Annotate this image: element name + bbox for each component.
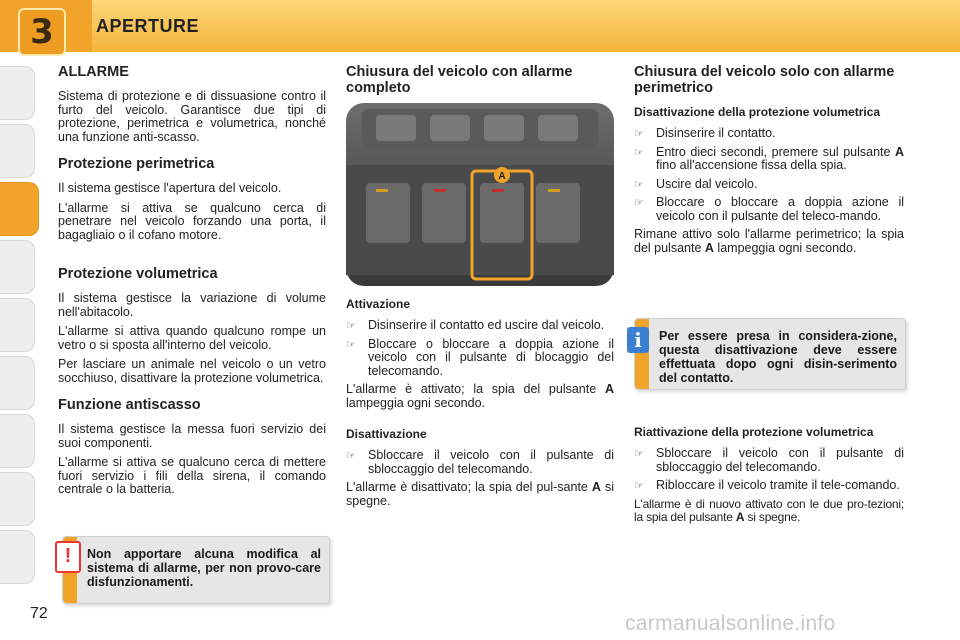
column-right (634, 64, 904, 261)
finger-pointer-icon: ☞ (634, 479, 644, 492)
antiscasso-p2: L'allarme si attiva se qualcuno cerca di mettere fuori servizio i fili della sirena, il comando centrale o la batteria. (58, 455, 326, 496)
chapter-title: APERTURE (96, 16, 200, 36)
column-middle (346, 64, 614, 106)
subsection-attivazione: Attivazione (346, 297, 411, 311)
photo-top-button-4 (538, 115, 578, 141)
section-title-chiusura-perimetrico: Chiusura del veicolo solo con allarme perimetrico (634, 64, 895, 96)
photo-top-button-3 (484, 115, 524, 141)
photo-led-4 (548, 189, 560, 192)
section-title-perimetrica: Protezione perimetrica (58, 156, 215, 172)
photo-callout-label: A (498, 171, 506, 182)
column-left (58, 64, 326, 503)
antiscasso-p1: Il sistema gestisce la messa fuori servizio dei suoi componenti. (58, 422, 326, 450)
list-item: ☞ Disinserire il contatto ed uscire dal veicolo. (346, 318, 605, 332)
finger-pointer-icon: ☞ (634, 177, 644, 191)
list-item: ☞ Bloccare o bloccare a doppia azione il veicolo con il pulsante di blocaggio del telecomando. (346, 336, 614, 378)
riattivazione-status: L'allarme è di nuovo attivato con le due pro-tezioni; la spia del pulsante A si spegne. (634, 496, 904, 524)
exclamation-icon: ! (55, 541, 81, 573)
finger-pointer-icon: ☞ (346, 337, 356, 351)
finger-pointer-icon: ☞ (346, 449, 356, 462)
finger-pointer-icon: ☞ (634, 145, 644, 159)
allarme-intro: Sistema di protezione e di dissuasione contro il furto del veicolo. Garantisce due tipi di protezione, perimetrica e volumetrica, nonché una funzione anti-scasso. (58, 89, 326, 144)
finger-pointer-icon: ☞ (634, 447, 644, 460)
section-title-chiusura-completo: Chiusura del veicolo con allarme completo (346, 64, 573, 96)
list-item: ☞ Ribloccare il veicolo tramite il tele-comando. (634, 478, 900, 492)
photo-led-1 (376, 189, 388, 192)
chapter-tab-6[interactable] (0, 356, 35, 410)
section-title-volumetrica: Protezione volumetrica (58, 266, 218, 282)
finger-pointer-icon: ☞ (346, 319, 356, 332)
chapter-tab-3-active[interactable] (0, 182, 39, 236)
photo-led-a (492, 189, 504, 192)
perimetrico-status: Rimane attivo solo l'allarme perimetrico; la spia del pulsante A lampeggia ogni secondo. (634, 227, 904, 255)
perimetrica-p1: Il sistema gestisce l'apertura del veicolo. (58, 181, 282, 195)
list-item: ☞ Disinserire il contatto. (634, 126, 776, 140)
list-item: ☞ Entro dieci secondi, premere sul pulsante A fino all'accensione fissa della spia. (634, 144, 904, 172)
chapter-tabs-strip (0, 52, 40, 640)
attivazione-status: L'allarme è attivato; la spia del pulsante A lampeggia ogni secondo. (346, 382, 614, 410)
info-note-text: Per essere presa in considera-zione, questa disattivazione deve essere effettuata dopo ogni disin-serimento del contatto. (659, 329, 897, 385)
column-right-lower (634, 426, 904, 531)
volumetrica-p2: L'allarme si attiva quando qualcuno rompe un vetro o si sposta all'interno del veicolo. (58, 324, 326, 352)
chapter-header (0, 0, 960, 52)
finger-pointer-icon: ☞ (634, 196, 644, 209)
chapter-tab-5[interactable] (0, 298, 35, 352)
chapter-tab-2[interactable] (0, 124, 35, 178)
chapter-tab-4[interactable] (0, 240, 35, 294)
chapter-number-badge: 3 (18, 8, 66, 56)
volumetrica-p3: Per lasciare un animale nel veicolo o un vetro socchiuso, disattivare la protezione volumetrica. (58, 357, 326, 385)
list-item: ☞ Sbloccare il veicolo con il pulsante di sbloccaggio del telecomando. (634, 446, 904, 474)
subsection-disattivazione: Disattivazione (346, 427, 427, 441)
page-number: 72 (30, 605, 48, 622)
disattivazione-status: L'allarme è disattivato; la spia del pul-sante A si spegne. (346, 480, 614, 508)
dashboard-buttons-photo (346, 103, 614, 286)
chapter-tab-1[interactable] (0, 66, 35, 120)
volumetrica-p1: Il sistema gestisce la variazione di volume nell'abitacolo. (58, 291, 326, 319)
chapter-tab-7[interactable] (0, 414, 35, 468)
column-middle-lower (346, 298, 614, 514)
chapter-tab-9[interactable] (0, 530, 35, 584)
photo-led-2 (434, 189, 446, 192)
warning-note-text: Non apportare alcuna modifica al sistema di allarme, per non provo-care disfunzionamenti. (87, 547, 321, 589)
photo-top-button-1 (376, 115, 416, 141)
subsection-riattivazione: Riattivazione della protezione volumetrica (634, 425, 874, 439)
section-title-allarme: ALLARME (58, 64, 129, 80)
section-title-antiscasso: Funzione antiscasso (58, 397, 201, 413)
perimetrica-p2: L'allarme si attiva se qualcuno cerca di penetrare nel veicolo forzando una porta, il bagagliaio o il cofano motore. (58, 200, 326, 242)
photo-top-button-2 (430, 115, 470, 141)
watermark: carmanualsonline.info (625, 612, 836, 635)
list-item: ☞ Uscire dal veicolo. (634, 176, 758, 191)
chapter-tab-8[interactable] (0, 472, 35, 526)
warning-note (62, 536, 330, 604)
info-note (634, 318, 906, 390)
finger-pointer-icon: ☞ (634, 127, 644, 140)
info-icon: i (627, 327, 649, 353)
subsection-disattivazione-volumetrica: Disattivazione della protezione volumetrica (634, 105, 881, 119)
list-item: ☞ Sbloccare il veicolo con il pulsante di sbloccaggio del telecomando. (346, 448, 614, 476)
list-item: ☞ Bloccare o bloccare a doppia azione il veicolo con il pulsante del teleco-mando. (634, 195, 904, 223)
